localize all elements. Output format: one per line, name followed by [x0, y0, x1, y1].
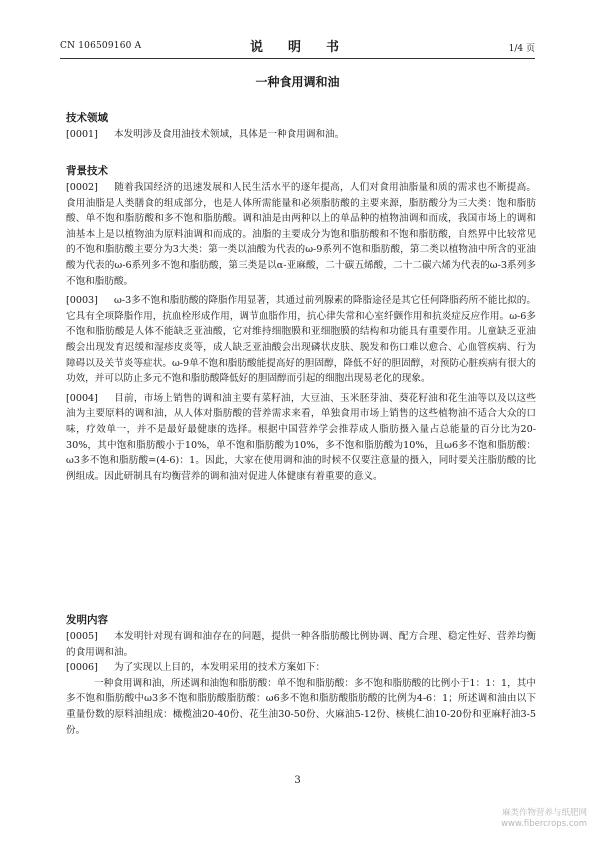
paragraph-number: [0002] — [66, 182, 98, 193]
watermark-site-name: 麻类作物营养与纸肥网 — [501, 808, 587, 818]
header-divider — [60, 58, 535, 59]
section-background — [66, 163, 536, 484]
page-header — [60, 34, 535, 56]
watermark — [501, 808, 587, 830]
paragraph — [66, 676, 536, 738]
doc-number: CN 106509160 A — [60, 41, 142, 51]
paragraph-text: 一种食用调和油，所述调和油饱和脂肪酸：单不饱和脂肪酸：多不饱和脂肪酸的比例小于1：1：1，其中多不饱和脂肪酸中ω3多不饱和脂肪酸脂肪酸：ω6多不饱和脂肪酸脂肪酸的比例为4-6：1；所述调和油由以下重量份数的原料油组成：橄榄油20-40份、花生油30-50份、火麻油5-12份、核桃仁油10-20份和亚麻籽油3-5份。 — [66, 677, 536, 736]
paragraph-text: 目前，市场上销售的调和油主要有菜籽油，大豆油、玉米胚芽油、葵花籽油和花生油等以及以这些油为主要原料的调和油，从人体对脂肪酸的营养需求来看，单独食用市场上销售的这些植物油不适合大众的口味，疗效单一，并不是最好最健康的选择。根据中国营养学会推荐成人脂肪摄入量占总能量的百分比为20-30%，其中饱和脂肪酸小于10%，单不饱和脂肪酸为10%，多不饱和脂肪酸为10%，且ω6多不饱和脂肪酸：ω3多不饱和脂肪酸=(4-6)：1。因此，大家在使用调和油的时候不仅要注意量的摄入，同时要关注脂肪酸的比例组成。因此研制具有均衡营养的调和油对促进人体健康有着重要的意义。 — [66, 392, 536, 482]
paragraph — [66, 629, 536, 660]
paragraph-number: [0001] — [66, 129, 98, 140]
paragraph-number: [0005] — [66, 631, 98, 642]
section-heading: 背景技术 — [66, 165, 108, 177]
section-heading: 发明内容 — [66, 614, 108, 626]
paragraph-number: [0004] — [66, 392, 98, 404]
paragraph — [66, 180, 536, 289]
page-number: 3 — [294, 775, 301, 786]
document-title: 一种食用调和油 — [255, 75, 340, 89]
section-technical-field — [66, 110, 536, 143]
doc-type-title: 说 明 书 — [249, 40, 345, 55]
paragraph — [66, 660, 536, 676]
paragraph-number: [0003] — [66, 295, 98, 307]
paragraph-text: 本发明涉及食用油技术领域，具体是一种食用调和油。 — [114, 129, 345, 140]
section-invention-content — [66, 612, 536, 738]
watermark-url: www.fibercrops.com — [501, 819, 587, 829]
paragraph-text: ω-3多不饱和脂肪酸的降脂作用显著，其通过前列腺素的降脂途径是其它任何降脂药所不能比拟的。它具有全项降脂作用，抗血栓形成作用，调节血脂作用，抗心律失常和心室纤颤作用和抗炎症反应作用。ω-6多不饱和脂肪酸是人体不能缺乏亚油酸，它对维持细胞膜和亚细胞膜的结构和功能具有重要作用。儿童缺乏亚油酸会出现发育迟缓和湿疹皮炎等，成人缺乏亚油酸会出现磷状皮肤、脱发和伤口难以愈合、心血管疾病、行为障碍以及关节炎等症状。ω-9单不饱和脂肪酸能提高好的胆固醇，降低不好的胆固醇，对预防心脏疾病有很大的功效，并可以防止多元不饱和脂肪酸降低好的胆固醇而引起的细胞出现易老化的现象。 — [66, 295, 536, 385]
paragraph — [66, 293, 536, 387]
paragraph-text: 为了实现以上目的，本发明采用的技术方案如下： — [114, 662, 326, 674]
page-indicator: 1/4 页 — [508, 44, 535, 54]
paragraph-text: 本发明针对现有调和油存在的问题，提供一种各脂肪酸比例协调、配方合理、稳定性好、营养均衡的食用调和油。 — [66, 631, 536, 658]
paragraph — [66, 127, 536, 143]
paragraph-text: 随着我国经济的迅速发展和人民生活水平的逐年提高，人们对食用油脂量和质的需求也不断提高。食用油脂是人类膳食的组成部分，也是人体所需能量和必须脂肪酸的主要来源，脂肪酸分为三大类：饱和脂肪酸、单不饱和脂肪酸和多不饱和脂肪酸。调和油是由两种以上的单品种的植物油调和而成，我国市场上的调和油基本上是以植物油为原料油调和而成的。油脂的主要成分为饱和脂肪酸和不饱和脂肪酸，自然界中比较常见的不饱和脂肪酸主要分为3大类：第一类以油酸为代表的ω-9系列不饱和脂肪酸，第二类以植物油中所含的亚油酸为代表的ω-6系列多不饱和脂肪酸，第三类是以α-亚麻酸，二十碳五烯酸，二十二碳六烯为代表的ω-3系列多不饱和脂肪酸。 — [66, 182, 536, 287]
paragraph-number: [0006] — [66, 662, 98, 674]
section-heading: 技术领域 — [66, 112, 108, 124]
paragraph — [66, 391, 536, 485]
